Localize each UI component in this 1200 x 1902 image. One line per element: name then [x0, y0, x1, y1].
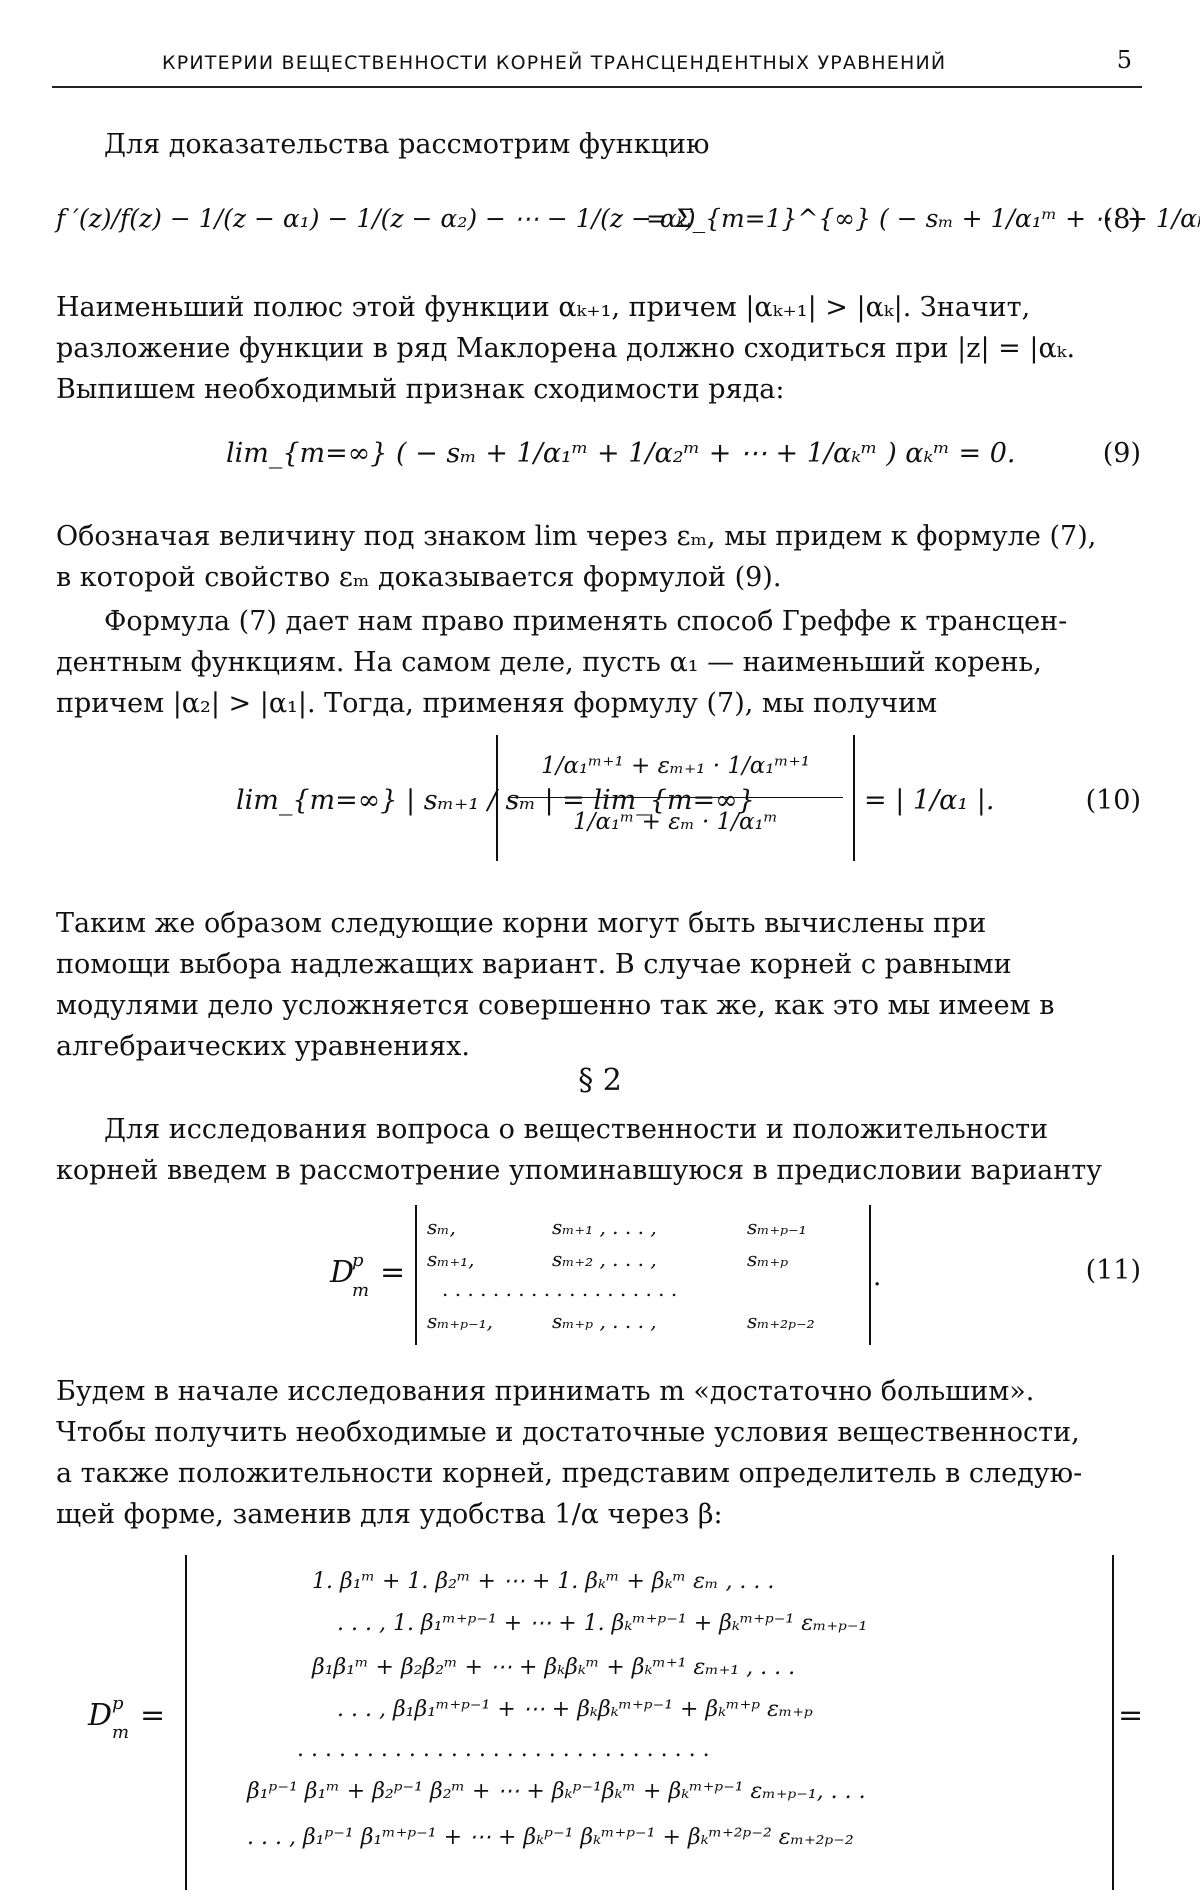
paragraph-pole [56, 287, 1141, 410]
paragraph-intro [56, 124, 1189, 165]
text-line: Будем в начале исследования принимать m «достаточно большим». [56, 1371, 1141, 1412]
eq8-lhs: f ′(z)/f(z) − 1/(z − α₁) − 1/(z − α₂) − ⋯ − 1/(z − αₖ) [56, 204, 696, 233]
det-dots-row: . . . . . . . . . . . . . . . . . . . [442, 1277, 677, 1301]
eq11-label: D [330, 1255, 354, 1290]
text-line: дентным функциям. На самом деле, пусть α₁ — наименьший корень, [56, 642, 1141, 683]
text-line: разложение функции в ряд Маклорена должно сходиться при |z| = |αₖ. [56, 328, 1141, 369]
eq10-denominator: 1/α₁ᵐ + εₘ · 1/α₁ᵐ [510, 809, 841, 835]
text-line: Формула (7) дает нам право применять способ Греффе к трансцен- [56, 601, 1141, 642]
bigdet-sup: p [112, 1693, 124, 1714]
equation-8 [56, 190, 1141, 250]
eq10-numerator: 1/α₁ᵐ⁺¹ + εₘ₊₁ · 1/α₁ᵐ⁺¹ [510, 753, 841, 779]
det-cell: sₘ₊₂ , . . . , [552, 1247, 657, 1271]
text-line: причем |α₂| > |α₁|. Тогда, применяя формулу (7), мы получим [56, 683, 1141, 724]
det-cell: sₘ₊ₚ₋₁ [747, 1215, 807, 1239]
det-cell: sₘ₊ₚ [747, 1247, 788, 1271]
bigdet-label: D [88, 1698, 112, 1733]
text-line: Для исследования вопроса о вещественности и положительности [56, 1109, 1141, 1150]
text-line: Чтобы получить необходимые и достаточные условия вещественности, [56, 1412, 1141, 1453]
text-line: в которой свойство εₘ доказывается формулой (9). [56, 557, 1141, 598]
bigdet-row: . . . , 1. β₁ᵐ⁺ᵖ⁻¹ + ⋯ + 1. βₖᵐ⁺ᵖ⁻¹ + βₖᵐ⁺ᵖ⁻¹ εₘ₊ₚ₋₁ [337, 1611, 867, 1636]
eq10-abs-bars [496, 735, 855, 861]
text-line: Выпишем необходимый признак сходимости ряда: [56, 369, 1141, 410]
text-line: корней введем в рассмотрение упоминавшуюся в предисловии варианту [56, 1150, 1141, 1191]
equation-number-11: (11) [1086, 1255, 1141, 1286]
equation-9 [56, 430, 1141, 480]
bigdet-row: . . . , β₁β₁ᵐ⁺ᵖ⁻¹ + ⋯ + βₖβₖᵐ⁺ᵖ⁻¹ + βₖᵐ⁺ᵖ εₘ₊ₚ [337, 1697, 813, 1722]
text-line: Обозначая величину под знаком lim через εₘ, мы придем к формуле (7), [56, 516, 1141, 557]
det-cell: sₘ₊₁, [427, 1247, 474, 1271]
page-number: 5 [1117, 46, 1132, 74]
equation-number-9: (9) [1103, 438, 1141, 469]
bigdet-row: β₁β₁ᵐ + β₂β₂ᵐ + ⋯ + βₖβₖᵐ + βₖᵐ⁺¹ εₘ₊₁ , . . . [312, 1655, 795, 1680]
paragraph-graeffe [56, 601, 1141, 724]
bigdet-equals-left: = [140, 1698, 165, 1733]
bigdet-row: 1. β₁ᵐ + 1. β₂ᵐ + ⋯ + 1. βₖᵐ + βₖᵐ εₘ , . . . [312, 1569, 774, 1594]
text-line: модулями дело усложняется совершенно так же, как это мы имеем в [56, 985, 1141, 1026]
text-line: Для доказательства рассмотрим функцию [104, 124, 1189, 165]
paragraph-multiple-roots [56, 903, 1141, 1067]
book-page [0, 0, 1200, 1902]
text-line: алгебраических уравнениях. [56, 1026, 1141, 1067]
bigdet-equals-right: = [1118, 1698, 1143, 1733]
equation-number-8: (8) [1103, 204, 1141, 235]
equation-10 [56, 735, 1141, 865]
eq8-rhs: = Σ_{m=1}^{∞} ( − sₘ + 1/α₁ᵐ + ⋯ + 1/α [646, 204, 1200, 233]
eq10-right: = | 1/α₁ |. [864, 785, 994, 816]
eq11-determinant [415, 1205, 871, 1345]
bigdet-row: β₁ᵖ⁻¹ β₁ᵐ + β₂ᵖ⁻¹ β₂ᵐ + ⋯ + βₖᵖ⁻¹βₖᵐ + βₖᵐ⁺ᵖ⁻¹ εₘ₊ₚ₋₁, . . . [247, 1779, 866, 1804]
det-cell: sₘ₊ₚ , . . . , [552, 1309, 657, 1333]
equation-number-10: (10) [1086, 785, 1141, 816]
eq11-trailing-dot: . [873, 1262, 881, 1292]
bigdet-row: . . . , β₁ᵖ⁻¹ β₁ᵐ⁺ᵖ⁻¹ + ⋯ + βₖᵖ⁻¹ βₖᵐ⁺ᵖ⁻¹ + βₖᵐ⁺²ᵖ⁻² εₘ₊₂ₚ₋₂ [247, 1825, 854, 1850]
text-line: Наименьший полюс этой функции αₖ₊₁, причем |αₖ₊₁| > |αₖ|. Значит, [56, 287, 1141, 328]
big-determinant [185, 1555, 1114, 1890]
det-cell: sₘ₊ₚ₋₁, [427, 1309, 493, 1333]
eq11-equals: = [380, 1255, 405, 1290]
text-line: а также положительности корней, представим определитель в следую- [56, 1453, 1141, 1494]
text-line: Таким же образом следующие корни могут быть вычислены при [56, 903, 1141, 944]
paragraph-conditions [56, 1371, 1141, 1535]
header-title: КРИТЕРИИ ВЕЩЕСТВЕННОСТИ КОРНЕЙ ТРАНСЦЕНДЕНТНЫХ УРАВНЕНИЙ [162, 52, 946, 74]
det-cell: sₘ₊₂ₚ₋₂ [747, 1309, 815, 1333]
det-cell: sₘ₊₁ , . . . , [552, 1215, 657, 1239]
paragraph-lim [56, 516, 1141, 598]
bigdet-sub: m [112, 1722, 129, 1743]
eq11-sup: p [352, 1250, 364, 1271]
det-cell: sₘ, [427, 1215, 456, 1239]
eq9-body: lim_{m=∞} ( − sₘ + 1/α₁ᵐ + 1/α₂ᵐ + ⋯ + 1/αₖᵐ ) αₖᵐ = 0. [226, 438, 1016, 469]
text-line: щей форме, заменив для удобства 1/α через β: [56, 1494, 1141, 1535]
running-header [52, 44, 1142, 88]
bigdet-dots-row: . . . . . . . . . . . . . . . . . . . . . . . . . . . . . . [297, 1737, 710, 1762]
eq10-fraction-bar [508, 797, 843, 798]
eq10-left: lim_{m=∞} | sₘ₊₁ / sₘ | = lim_{m=∞} [236, 785, 755, 816]
section-heading: § 2 [0, 1063, 1200, 1098]
paragraph-variant [56, 1109, 1141, 1191]
eq11-sub: m [352, 1280, 369, 1301]
text-line: помощи выбора надлежащих вариант. В случае корней с равными [56, 944, 1141, 985]
